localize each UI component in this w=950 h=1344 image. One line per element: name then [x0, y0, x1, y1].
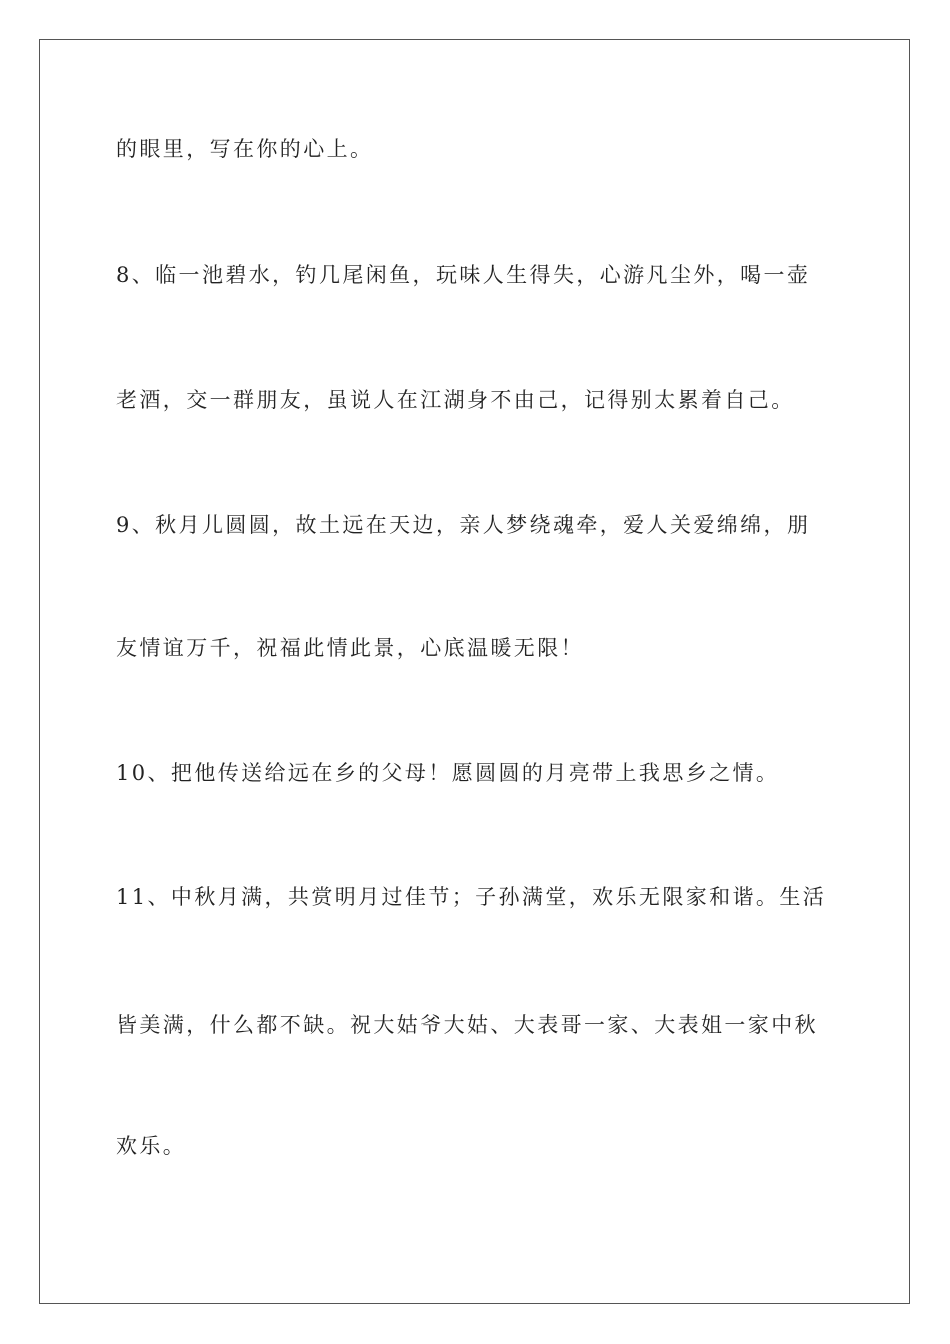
text-line-item-9-continuation: 友情谊万千，祝福此情此景，心底温暖无限！ [116, 636, 584, 660]
page-frame [39, 39, 910, 1304]
text-line-item-9: 9、秋月儿圆圆，故土远在天边，亲人梦绕魂牵，爱人关爱绵绵，朋 [116, 513, 811, 537]
text-line-item-11: 11、中秋月满，共赏明月过佳节；子孙满堂，欢乐无限家和谐。生活 [116, 885, 827, 909]
text-line-item-11-end: 欢乐。 [116, 1134, 187, 1158]
text-line-item-8-continuation: 老酒，交一群朋友，虽说人在江湖身不由己，记得别太累着自己。 [116, 388, 795, 412]
text-line-item-8: 8、临一池碧水，钓几尾闲鱼，玩味人生得失，心游凡尘外，喝一壶 [116, 263, 811, 287]
text-line-item-11-continuation: 皆美满，什么都不缺。祝大姑爷大姑、大表哥一家、大表姐一家中秋 [116, 1013, 818, 1037]
text-line-continuation: 的眼里，写在你的心上。 [116, 137, 374, 161]
text-line-item-10: 10、把他传送给远在乡的父母！愿圆圆的月亮带上我思乡之情。 [116, 761, 780, 785]
